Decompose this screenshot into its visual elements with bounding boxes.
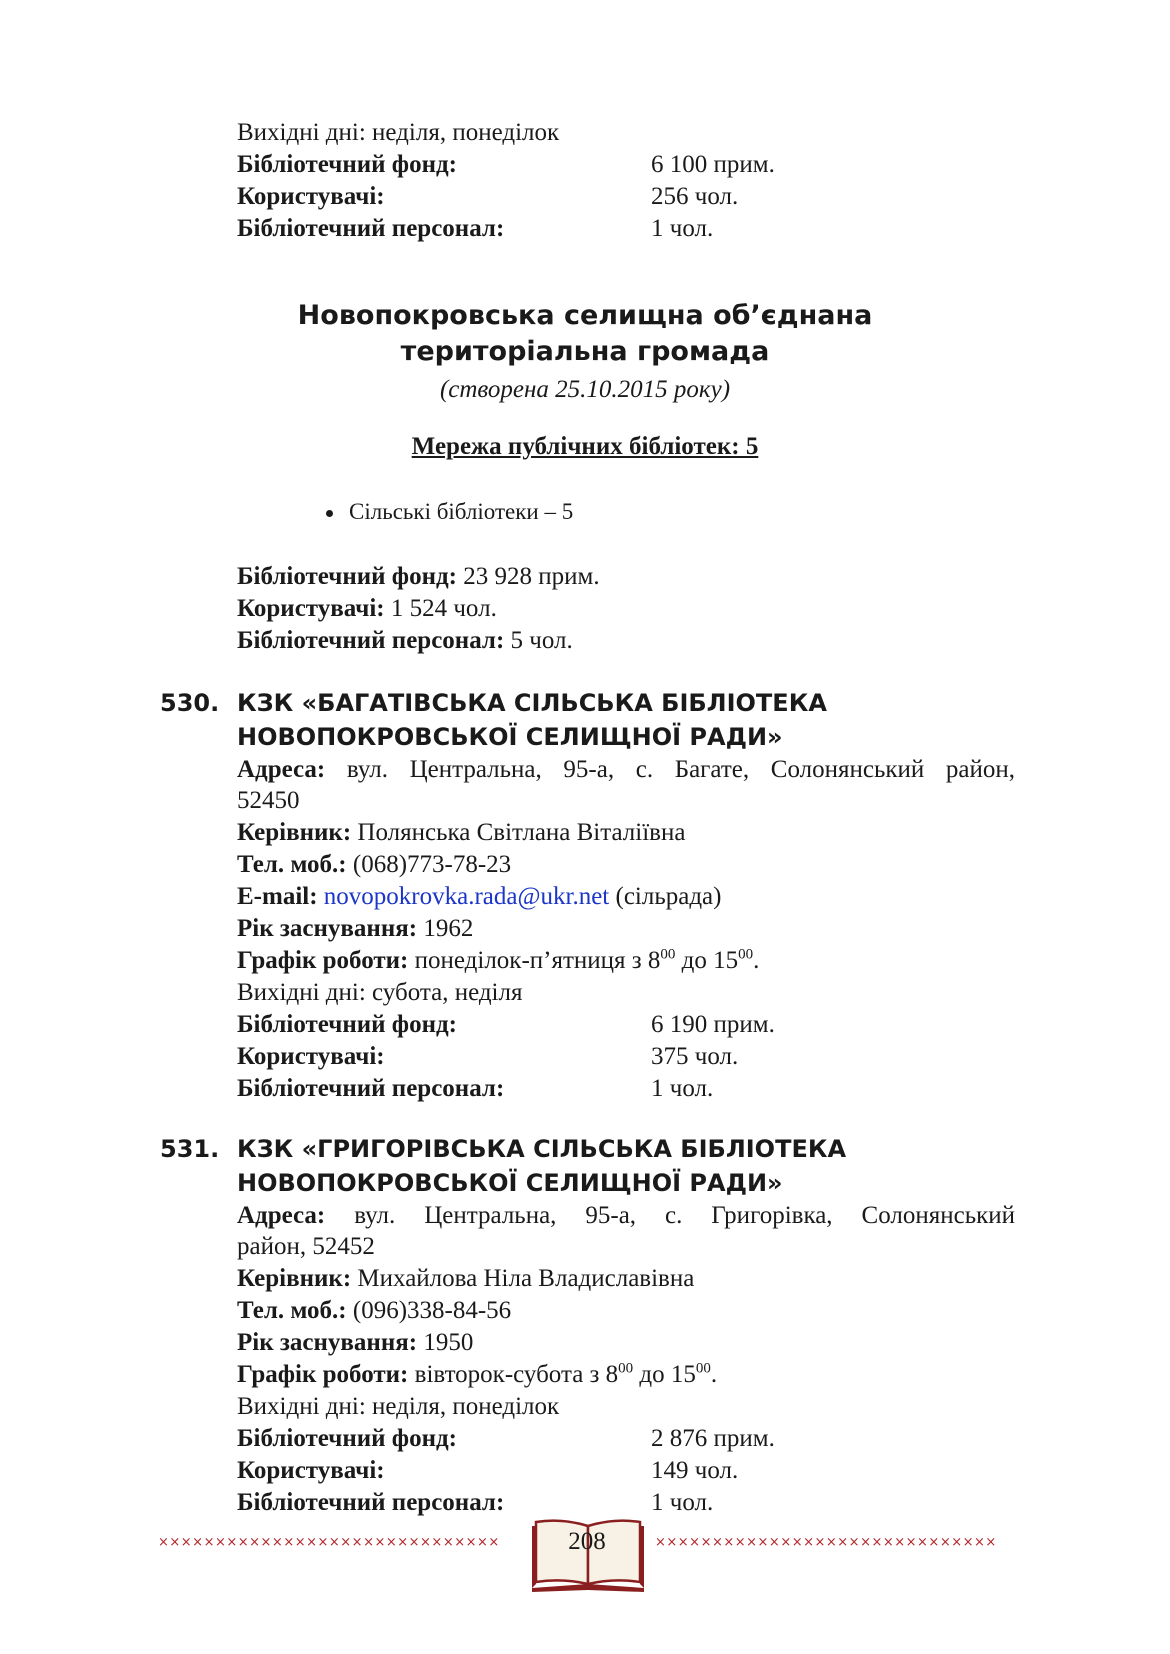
community-fund-line — [237, 562, 600, 592]
users-value: 256 чол. — [651, 183, 739, 210]
entry-number: 530. — [160, 689, 220, 717]
email-line — [237, 882, 721, 912]
address-value-cont: 52450 — [237, 787, 300, 814]
schedule-sup-start: 00 — [618, 1360, 634, 1377]
head-value: Полянська Світлана Віталіївна — [351, 819, 686, 846]
users-value: 375 чол. — [651, 1043, 739, 1070]
entry-title-line1: КЗК «ГРИГОРІВСЬКА СІЛЬСЬКА БІБЛІОТЕКА — [237, 1135, 847, 1163]
entry-number: 531. — [160, 1135, 220, 1163]
schedule-mid: до 15 — [675, 947, 739, 974]
schedule-end: . — [710, 1361, 718, 1388]
founded-line — [237, 914, 473, 944]
fund-label: Бібліотечний фонд: — [237, 1011, 457, 1038]
head-label: Керівник: — [237, 819, 352, 846]
head-line — [237, 818, 685, 848]
bullet-text: Сільські бібліотеки – 5 — [349, 499, 574, 524]
head-label: Керівник: — [237, 1265, 352, 1292]
page-number: 208 — [568, 1528, 606, 1555]
users-label: Користувачі: — [237, 1043, 385, 1070]
schedule-label: Графік роботи: — [237, 947, 409, 974]
phone-line — [237, 1296, 511, 1326]
schedule-sup-end: 00 — [695, 1360, 711, 1377]
schedule-sup-start: 00 — [660, 946, 676, 963]
bullet-item — [326, 497, 573, 527]
email-note: (сільрада) — [609, 883, 722, 910]
schedule-end: . — [753, 947, 760, 974]
community-staff-value: 5 чол. — [504, 627, 573, 654]
staff-value: 1 чол. — [651, 1075, 714, 1102]
days-off-line: Вихідні дні: субота, неділя — [237, 979, 523, 1006]
community-created: (створена 25.10.2015 року) — [439, 376, 731, 403]
founded-value: 1950 — [417, 1329, 474, 1356]
address-label: Адреса: — [237, 756, 326, 783]
fund-value: 2 876 прим. — [651, 1425, 775, 1452]
entry-title-line2: НОВОПОКРОВСЬКОЇ СЕЛИЩНОЇ РАДИ» — [237, 1169, 783, 1197]
community-title-line1: Новопокровська селищна об’єднана — [297, 300, 873, 331]
schedule-text: понеділок-п’ятниця з 8 — [408, 947, 661, 974]
community-fund-value: 23 928 прим. — [456, 563, 600, 590]
phone-line — [237, 850, 511, 880]
users-label: Користувачі: — [237, 183, 385, 210]
email-link[interactable]: novopokrovka.rada@ukr.net — [323, 883, 610, 910]
community-users-label: Користувачі: — [237, 595, 385, 622]
footer-ornament-right: ×××××××××××××××××××××××××××××× — [655, 1535, 997, 1550]
days-off-line: Вихідні дні: неділя, понеділок — [237, 1393, 560, 1420]
founded-label: Рік заснування: — [237, 915, 418, 942]
head-value: Михайлова Ніла Владиславівна — [351, 1265, 695, 1292]
fund-label: Бібліотечний фонд: — [237, 151, 457, 178]
fund-value: 6 190 прим. — [651, 1011, 775, 1038]
community-staff-label: Бібліотечний персонал: — [237, 627, 505, 654]
schedule-label: Графік роботи: — [237, 1361, 409, 1388]
address-value-cont: район, 52452 — [237, 1233, 375, 1260]
schedule-text: вівторок-субота з 8 — [408, 1361, 619, 1388]
schedule-mid: до 15 — [633, 1361, 696, 1388]
address-label: Адреса: — [237, 1202, 326, 1229]
staff-value: 1 чол. — [651, 215, 714, 242]
users-value: 149 чол. — [651, 1457, 739, 1484]
phone-value: (068)773-78-23 — [346, 851, 512, 878]
founded-label: Рік заснування: — [237, 1329, 418, 1356]
schedule-line — [237, 946, 759, 976]
community-users-line — [237, 594, 497, 624]
entry-title-line2: НОВОПОКРОВСЬКОЇ СЕЛИЩНОЇ РАДИ» — [237, 723, 783, 751]
founded-value: 1962 — [417, 915, 474, 942]
schedule-line — [237, 1360, 717, 1390]
phone-label: Тел. моб.: — [237, 1297, 347, 1324]
staff-label: Бібліотечний персонал: — [237, 1075, 505, 1102]
schedule-sup-end: 00 — [738, 946, 754, 963]
email-label: E-mail: — [237, 883, 318, 910]
community-title-line2: територіальна громада — [400, 336, 770, 367]
head-line — [237, 1264, 694, 1294]
founded-line — [237, 1328, 473, 1358]
community-users-value: 1 524 чол. — [384, 595, 497, 622]
address-value: вул. Центральна, 95-а, с. Григорівка, Солонянський — [354, 1202, 1015, 1229]
address-value: вул. Центральна, 95-а, с. Багате, Солонянський район, — [346, 756, 1015, 783]
staff-value: 1 чол. — [651, 1489, 714, 1516]
community-fund-label: Бібліотечний фонд: — [237, 563, 457, 590]
entry-address — [237, 1200, 1015, 1232]
entry-title-line1: КЗК «БАГАТІВСЬКА СІЛЬСЬКА БІБЛІОТЕКА — [237, 689, 827, 717]
days-off-line: Вихідні дні: неділя, понеділок — [237, 119, 560, 146]
fund-label: Бібліотечний фонд: — [237, 1425, 457, 1452]
community-staff-line — [237, 626, 573, 656]
bullet-dot-icon — [326, 510, 333, 517]
phone-label: Тел. моб.: — [237, 851, 347, 878]
footer-ornament-left: ×××××××××××××××××××××××××××××× — [158, 1535, 500, 1550]
fund-value: 6 100 прим. — [651, 151, 775, 178]
users-label: Користувачі: — [237, 1457, 385, 1484]
entry-address — [237, 754, 1015, 786]
staff-label: Бібліотечний персонал: — [237, 215, 505, 242]
library-network-text: Мережа публічних бібліотек: 5 — [411, 433, 759, 460]
phone-value: (096)338-84-56 — [346, 1297, 512, 1324]
library-network-heading — [0, 433, 1170, 461]
staff-label: Бібліотечний персонал: — [237, 1489, 505, 1516]
